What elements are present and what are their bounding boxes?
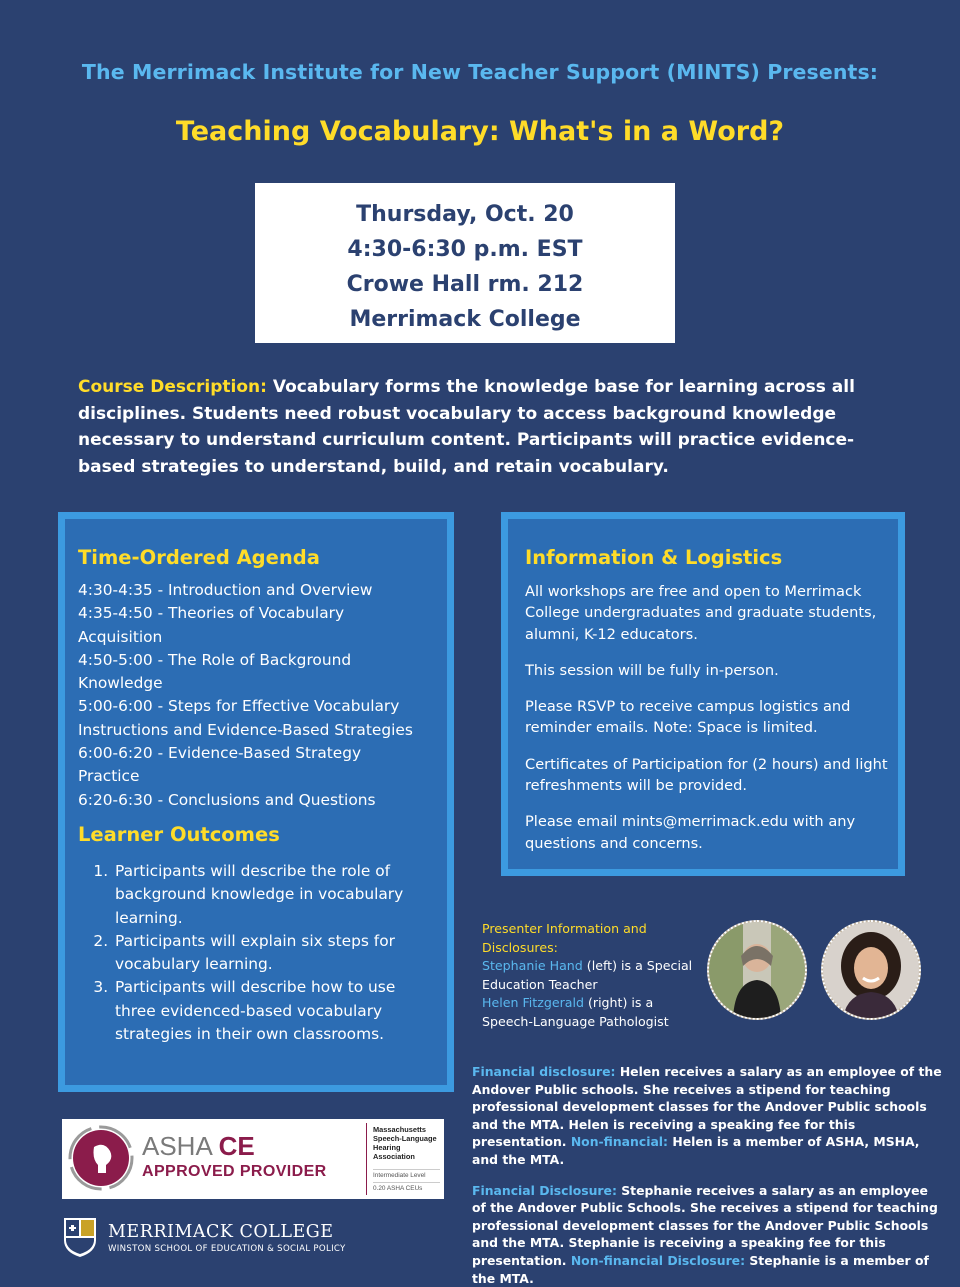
provider-org: Massachusetts Speech-Language Hearing Association xyxy=(373,1125,437,1161)
person-icon xyxy=(709,922,805,1018)
disclosure-label: Financial disclosure: xyxy=(472,1064,616,1079)
presenter-1-name: Stephanie Hand xyxy=(482,958,583,973)
disclosures xyxy=(472,1063,942,1287)
disclosure-text: Stephanie receives a salary as an employee of the Andover Public Schools. She receives a stipend for teaching professional development classes for the Andover Public Schools and the MTA. Stephanie is receiving a speaking fee for this presentation. xyxy=(472,1182,938,1268)
helen-disclosure xyxy=(472,1063,942,1169)
event-details xyxy=(255,183,675,343)
asha-ce-badge xyxy=(62,1119,444,1199)
agenda-item: 4:50-5:00 - The Role of Background Knowledge xyxy=(78,650,352,693)
outcome-item: 2. Participants will explain six steps for vocabulary learning. xyxy=(113,930,439,977)
agenda-list xyxy=(78,579,447,812)
presenter-photo-right xyxy=(821,920,921,1020)
disclosure-label: Non-financial: xyxy=(570,1134,669,1150)
presenter-heading: Presenter Information and Disclosures: xyxy=(482,921,647,955)
page-title: Teaching Vocabulary: What's in a Word? xyxy=(175,116,785,147)
presenter-2-name: Helen Fitzgerald xyxy=(482,995,584,1010)
outcome-item: 3. Participants will describe how to use three evidenced-based vocabulary strategies in their own classrooms. xyxy=(113,976,439,1046)
ce-word: CE xyxy=(218,1131,255,1161)
event-venue: Merrimack College xyxy=(349,307,581,332)
agenda-title: Time-Ordered Agenda xyxy=(78,546,320,569)
course-description xyxy=(78,374,878,480)
presents-heading: The Merrimack Institute for New Teacher Support (MINTS) Presents: xyxy=(81,60,879,84)
event-day: Thursday, Oct. 20 xyxy=(356,202,574,227)
info-paragraph: All workshops are free and open to Merrimack College undergraduates and graduate students, alumni, K-12 educators. xyxy=(525,583,877,643)
presenter-1-desc: (left) is a Special Education Teacher xyxy=(482,958,693,992)
agenda-item: 6:20-6:30 - Conclusions and Questions xyxy=(78,790,376,809)
agenda-panel xyxy=(58,512,454,1092)
college-crest-icon xyxy=(62,1216,98,1258)
info-title: Information & Logistics xyxy=(525,546,783,569)
asha-logo-icon xyxy=(68,1125,134,1191)
course-level: Intermediate Level xyxy=(373,1169,440,1179)
agenda-item: 6:00-6:20 - Evidence-Based Strategy Practice xyxy=(78,744,362,786)
outcomes-title: Learner Outcomes xyxy=(78,822,280,846)
presenter-photo-left xyxy=(707,920,807,1020)
event-time: 4:30-6:30 p.m. EST xyxy=(347,237,583,262)
college-school: WINSTON SCHOOL OF EDUCATION & SOCIAL POLICY xyxy=(108,1244,346,1254)
presenter-2-desc: (right) is a Speech-Language Pathologist xyxy=(482,995,669,1029)
asha-word: ASHA xyxy=(142,1131,212,1161)
stephanie-disclosure xyxy=(472,1182,942,1287)
disclosure-text: Helen is a member of ASHA, MSHA, and the MTA. xyxy=(472,1134,920,1167)
info-paragraph: Please email mints@merrimack.edu with any questions and concerns. xyxy=(525,813,856,852)
approved-provider-label: APPROVED PROVIDER xyxy=(142,1163,327,1180)
disclosure-label: Financial Disclosure: xyxy=(472,1182,617,1198)
course-ceus: 0.20 ASHA CEUs xyxy=(373,1182,440,1192)
event-room: Crowe Hall rm. 212 xyxy=(346,272,584,297)
agenda-item: 5:00-6:00 - Steps for Effective Vocabulary Instructions and Evidence-Based Strategies xyxy=(78,697,413,739)
info-paragraph: This session will be fully in-person. xyxy=(525,661,779,679)
description-label: Course Description: xyxy=(78,377,267,397)
presenter-1 xyxy=(482,957,700,994)
disclosure-text: Stephanie is a member of the MTA. xyxy=(472,1252,929,1286)
asha-ce-wordmark xyxy=(142,1131,255,1162)
info-paragraph: Certificates of Participation for (2 hours) and light refreshments will be provided. xyxy=(525,755,888,795)
asha-provider-details xyxy=(366,1123,440,1195)
description-text: Vocabulary forms the knowledge base for learning across all disciplines. Students need robust vocabulary to access background knowledge necessary to understand curriculum content. Participants will practice evidence-based strategies to understand, build, and retain vocabulary. xyxy=(78,377,855,477)
disclosure-text: Helen receives a salary as an employee of the Andover Public schools. She receives a stipend for teaching professional development classes for the Andover Public schools and the MTA. Helen is receiving a speaking fee for this presentation. xyxy=(472,1064,942,1150)
info-paragraph: Please RSVP to receive campus logistics and reminder emails. Note: Space is limited. xyxy=(525,698,851,737)
person-icon xyxy=(823,922,919,1018)
agenda-item: 4:30-4:35 - Introduction and Overview xyxy=(78,581,373,599)
info-panel xyxy=(501,512,905,876)
outcomes-list xyxy=(78,860,439,1046)
presenter-2 xyxy=(482,994,700,1031)
agenda-item: 4:35-4:50 - Theories of Vocabulary Acquisition xyxy=(78,604,345,646)
college-name: MERRIMACK COLLEGE xyxy=(108,1222,334,1242)
outcome-item: 1. Participants will describe the role of background knowledge in vocabulary learning. xyxy=(113,860,439,930)
disclosure-label: Non-financial Disclosure: xyxy=(570,1252,746,1268)
presenter-info xyxy=(482,920,700,1031)
